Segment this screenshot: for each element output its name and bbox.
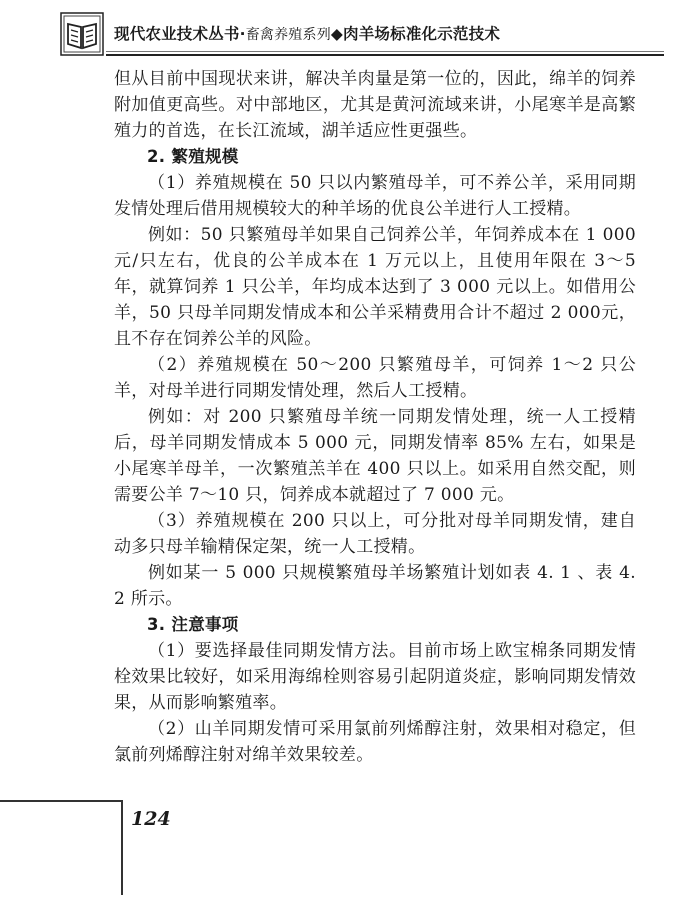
- footer-rule-horizontal: [0, 800, 123, 802]
- paragraph: （2）山羊同期发情可采用氯前列烯醇注射，效果相对稳定，但氯前列烯醇注射对绵羊效果较差。: [114, 719, 636, 765]
- running-header: [60, 12, 664, 58]
- section-heading: 3. 注意事项: [147, 615, 239, 634]
- paragraph: 例如某一 5 000 只规模繁殖母羊场繁殖计划如表 4. 1 、表 4. 2 所示。: [114, 563, 636, 609]
- page-number: 124: [131, 808, 171, 830]
- header-rule-thin: [106, 51, 664, 52]
- paragraph: 例如：50 只繁殖母羊如果自己饲养公羊，年饲养成本在 1 000元/只左右，优良的公羊成本在 1 万元以上，且使用年限在 3～5年，就算饲养 1 只公羊，年均成本达到了 3 000 元以上。如借用公羊，50 只母羊同期发情成本和公羊采精费用合计不超过 2 000元，且不存在饲养公羊的风险。: [114, 225, 636, 349]
- paragraph: （2）养殖规模在 50～200 只繁殖母羊，可饲养 1～2 只公羊，对母羊进行同期发情处理，然后人工授精。: [114, 355, 636, 401]
- paragraph: 例如：对 200 只繁殖母羊统一同期发情处理，统一人工授精后，母羊同期发情成本 5 000 元，同期发情率 85% 左右，如果是小尾寒羊母羊，一次繁殖羔羊在 400 只以上。如采用自然交配，则需要公羊 7～10 只，饲养成本就超过了 7 000 元。: [114, 407, 636, 505]
- section-heading: 2. 繁殖规模: [147, 147, 239, 166]
- header-book-title: 肉羊场标准化示范技术: [343, 25, 501, 43]
- body-text: [114, 66, 636, 768]
- header-rule: [106, 54, 664, 56]
- footer-rule-vertical: [121, 800, 123, 895]
- paragraph: （1）要选择最佳同期发情方法。目前市场上欧宝棉条同期发情栓效果比较好，如采用海绵栓则容易引起阴道炎症，影响同期发情效果，从而影响繁殖率。: [114, 641, 636, 713]
- diamond-separator-icon: ◆: [330, 25, 344, 43]
- paragraph: 但从目前中国现状来讲，解决羊肉量是第一位的，因此，绵羊的饲养附加值更高些。对中部地区，尤其是黄河流域来讲，小尾寒羊是高繁殖力的首选，在长江流域，湖羊适应性更强些。: [114, 69, 636, 141]
- book-logo-icon: [60, 12, 104, 56]
- header-subseries: 畜禽养殖系列: [245, 27, 331, 43]
- header-series: 现代农业技术丛书·: [114, 25, 246, 43]
- paragraph: （1）养殖规模在 50 只以内繁殖母羊，可不养公羊，采用同期发情处理后借用规模较大的种羊场的优良公羊进行人工授精。: [114, 173, 636, 219]
- header-title: [114, 22, 500, 46]
- paragraph: （3）养殖规模在 200 只以上，可分批对母羊同期发情，建自动多只母羊输精保定架，统一人工授精。: [114, 511, 636, 557]
